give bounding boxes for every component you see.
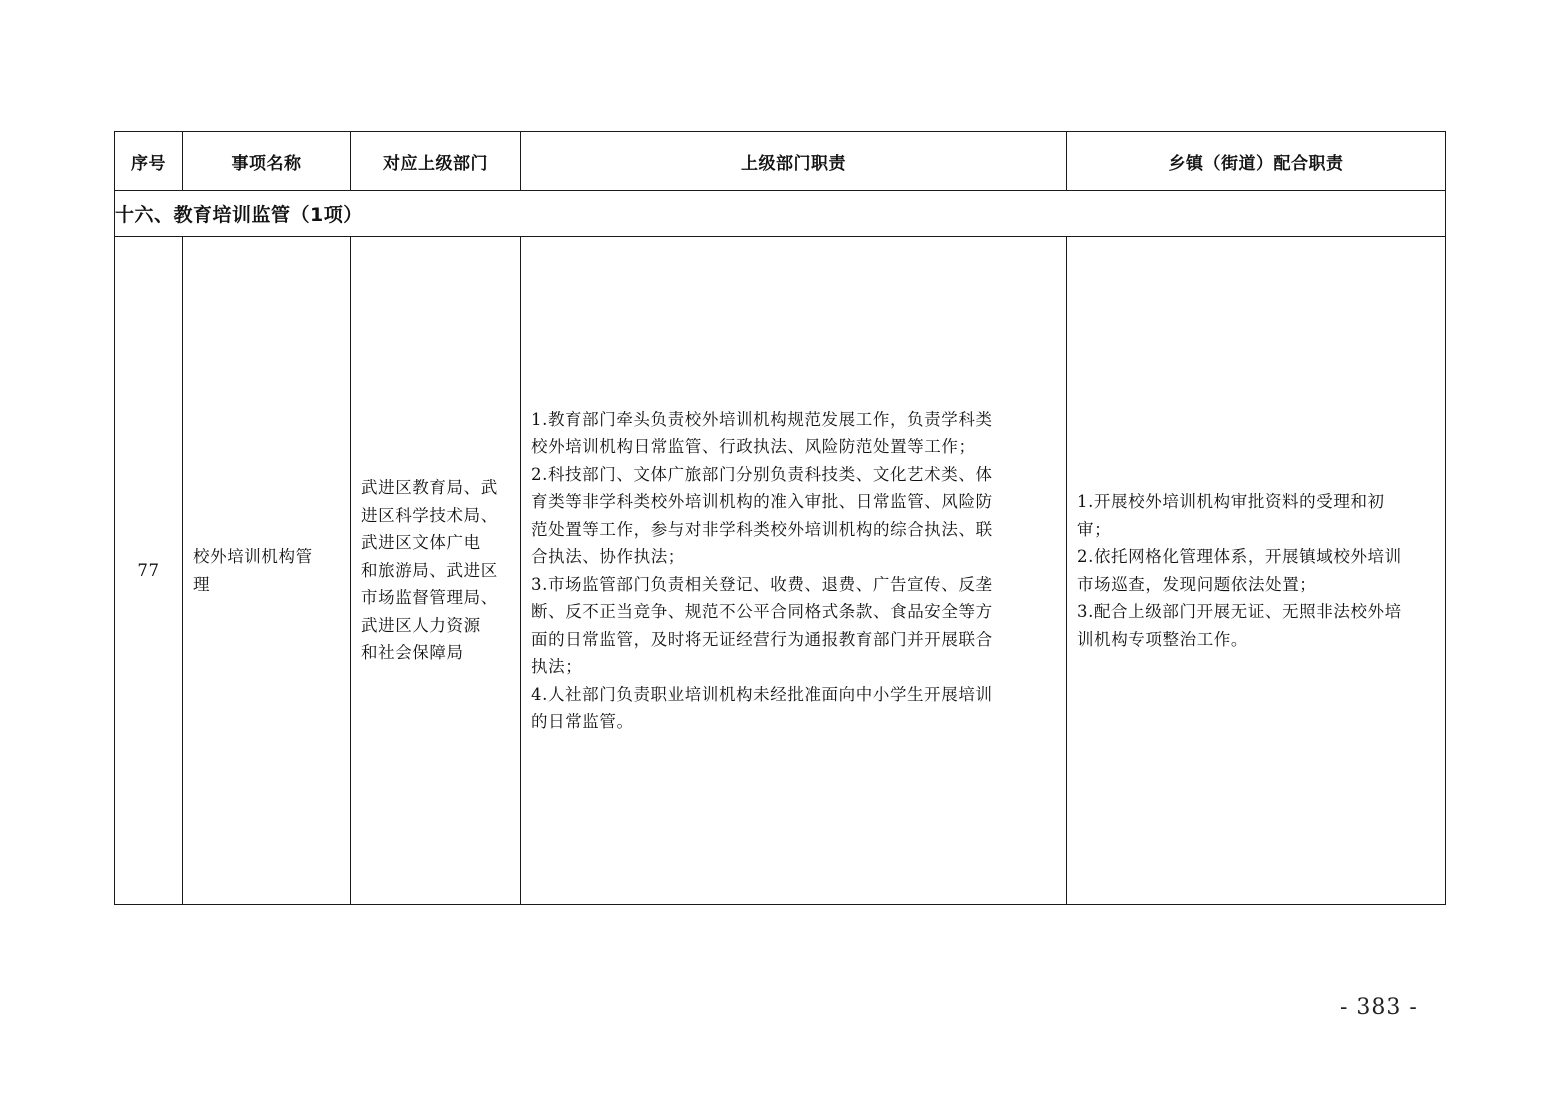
header-town-duties: 乡镇（街道）配合职责 — [1067, 132, 1446, 191]
header-item-name: 事项名称 — [183, 132, 351, 191]
section-row — [115, 191, 1446, 237]
header-superior-department: 对应上级部门 — [351, 132, 521, 191]
row-item-name: 校外培训机构管 理 — [183, 237, 351, 905]
row-superior-duties: 1.教育部门牵头负责校外培训机构规范发展工作，负责学科类 校外培训机构日常监管、行政执法、风险防范处置等工作； 2.科技部门、文体广旅部门分别负责科技类、文化艺术类、体 育类等非学科类校外培训机构的准入审批、日常监管、风险防 范处置等工作，参与对非学科类校外培训机构的综合执法、联 合执法、协作执法； 3.市场监管部门负责相关登记、收费、退费、广告宣传、反垄 断、反不正当竞争、规范不公平合同格式条款、食品安全等方 面的日常监管，及时将无证经营行为通报教育部门并开展联合 执法； 4.人社部门负责职业培训机构未经批准面向中小学生开展培训 的日常监管。 — [521, 237, 1067, 905]
row-serial-number: 77 — [115, 237, 183, 905]
table-header-row — [115, 132, 1446, 191]
section-title: 十六、教育培训监管（1项） — [115, 191, 1446, 237]
duties-table — [114, 131, 1446, 905]
page-number: - 383 - — [1340, 995, 1418, 1020]
header-serial-number: 序号 — [115, 132, 183, 191]
header-superior-duties: 上级部门职责 — [521, 132, 1067, 191]
table-row — [115, 237, 1446, 905]
row-superior-departments: 武进区教育局、武 进区科学技术局、 武进区文体广电 和旅游局、武进区 市场监督管理局、 武进区人力资源 和社会保障局 — [351, 237, 521, 905]
row-town-duties: 1.开展校外培训机构审批资料的受理和初 审； 2.依托网格化管理体系，开展镇域校外培训 市场巡查，发现问题依法处置； 3.配合上级部门开展无证、无照非法校外培 训机构专项整治工作。 — [1067, 237, 1446, 905]
